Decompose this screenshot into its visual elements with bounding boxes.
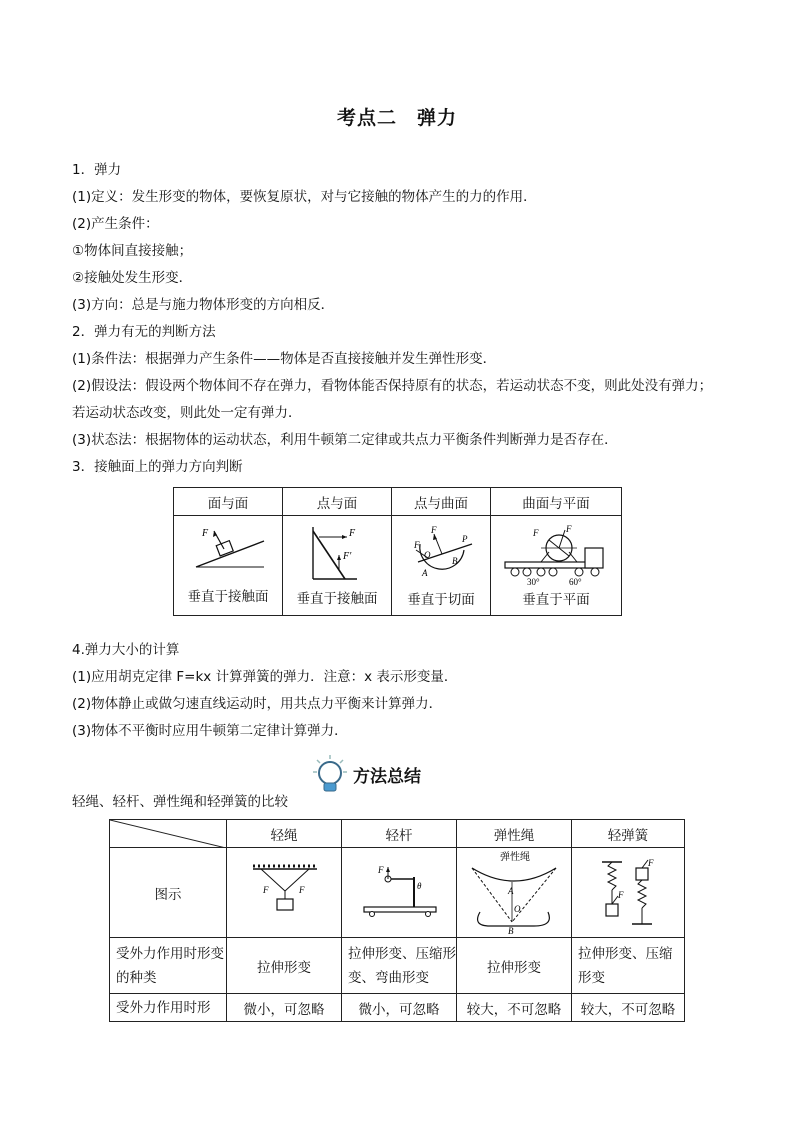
curve-to-plane-figure <box>501 524 611 586</box>
table-caption: 垂直于平面 <box>522 591 590 608</box>
page-title: 考点二 弹力 <box>336 107 457 129</box>
table-cell <box>491 516 622 616</box>
table-caption: 垂直于切面 <box>407 591 475 608</box>
force-label: F <box>378 864 384 875</box>
light-rope-figure <box>239 863 329 923</box>
force-label: F <box>202 527 209 539</box>
lightbulb-icon <box>313 754 347 794</box>
text-line: (1)定义：发生形变的物体，要恢复原状，对与它接触的物体产生的力的作用． <box>72 189 537 205</box>
table-header: 曲面与平面 <box>491 488 622 516</box>
angle-label: 30° <box>527 576 540 586</box>
figure-label: 弹性绳 <box>500 851 530 863</box>
text-line: 若运动状态改变，则此处一定有弹力． <box>72 405 302 421</box>
text-line: (2)物体静止或做匀速直线运动时，用共点力平衡来计算弹力． <box>72 696 443 712</box>
text-line: 3．接触面上的弹力方向判断 <box>72 459 243 475</box>
row-label: 图示 <box>110 848 227 938</box>
point-label: B <box>508 925 514 936</box>
light-rod-figure <box>354 863 444 923</box>
table-cell: 较大，不可忽略 <box>572 994 685 1022</box>
point-label: B <box>452 555 458 566</box>
force-label: F <box>349 527 356 539</box>
text-line: (3)方向：总是与施力物体形变的方向相反． <box>72 297 335 313</box>
compare-title: 轻绳、轻杆、弹性绳和轻弹簧的比较 <box>72 794 288 810</box>
point-label: O <box>424 549 431 560</box>
table-cell: 拉伸形变 <box>457 938 572 994</box>
table-header: 轻杆 <box>342 820 457 848</box>
text-line: (2)产生条件： <box>72 216 159 232</box>
angle-label: θ <box>417 880 422 891</box>
text-line: (1)条件法：根据弹力产生条件——物体是否直接接触并发生弹性形变． <box>72 351 497 367</box>
text-line: (1)应用胡克定律 F=kx 计算弹簧的弹力．注意：x 表示形变量． <box>72 669 458 685</box>
text-line: (3)物体不平衡时应用牛顿第二定律计算弹力． <box>72 723 348 739</box>
table-cell <box>457 848 572 938</box>
table-header: 轻弹簧 <box>572 820 685 848</box>
force-label: F <box>414 539 420 550</box>
text-line: (2)假设法：假设两个物体间不存在弹力，看物体能否保持原有的状态，若运动状态不变，则此处没有弹力； <box>72 378 713 394</box>
comparison-table <box>109 819 685 1022</box>
force-label: F <box>648 857 654 868</box>
table-cell: 较大，不可忽略 <box>457 994 572 1022</box>
text-line: (3)状态法：根据物体的运动状态，利用牛顿第二定律或共点力平衡条件判断弹力是否存在． <box>72 432 618 448</box>
table-cell: 拉伸形变 <box>227 938 342 994</box>
table-cell <box>572 848 685 938</box>
method-summary-heading <box>313 754 421 794</box>
table-cell <box>283 516 392 616</box>
text-line: 4.弹力大小的计算 <box>72 642 180 658</box>
point-to-face-figure <box>297 525 377 581</box>
force-label: F <box>299 884 305 895</box>
row-label: 受外力作用时形 <box>110 994 227 1022</box>
table-cell: 拉伸形变、压缩形变 <box>572 938 685 994</box>
force-label: F <box>263 884 269 895</box>
force-label: F <box>431 524 437 535</box>
point-label: O <box>514 903 521 914</box>
row-label: 受外力作用时形变的种类 <box>110 938 227 994</box>
light-spring-figure <box>588 858 668 928</box>
table-header: 点与面 <box>283 488 392 516</box>
point-label: A <box>508 885 514 896</box>
text-line: ②接触处发生形变． <box>72 270 193 286</box>
table-cell <box>392 516 491 616</box>
table-caption: 垂直于接触面 <box>296 590 378 607</box>
text-line: 2．弹力有无的判断方法 <box>72 324 216 340</box>
text-line: 1．弹力 <box>72 162 122 178</box>
force-label: F <box>533 527 539 538</box>
point-label: A <box>422 567 428 578</box>
text-line: ①物体间直接接触； <box>72 243 193 259</box>
angle-label: 60° <box>569 576 582 586</box>
table-header: 点与曲面 <box>392 488 491 516</box>
table-caption: 垂直于接触面 <box>187 588 269 605</box>
point-to-curve-figure <box>398 524 484 582</box>
table-cell <box>342 848 457 938</box>
force-label: F <box>618 889 624 900</box>
face-to-face-figure <box>188 527 268 577</box>
table-header: 面与面 <box>174 488 283 516</box>
table-header: 弹性绳 <box>457 820 572 848</box>
point-label: P <box>462 533 468 544</box>
table-header: 轻绳 <box>227 820 342 848</box>
table-cell: 微小，可忽略 <box>342 994 457 1022</box>
table-cell <box>174 516 283 616</box>
elastic-rope-figure <box>464 850 564 936</box>
method-summary-title: 方法总结 <box>353 766 421 787</box>
force-label: F′ <box>343 550 352 562</box>
force-label: F <box>566 523 572 534</box>
table-cell: 微小，可忽略 <box>227 994 342 1022</box>
table-cell <box>227 848 342 938</box>
diagonal-header-cell <box>110 820 227 848</box>
diagonal-line <box>110 820 226 848</box>
contact-direction-table <box>173 487 622 616</box>
table-cell: 拉伸形变、压缩形变、弯曲形变 <box>342 938 457 994</box>
